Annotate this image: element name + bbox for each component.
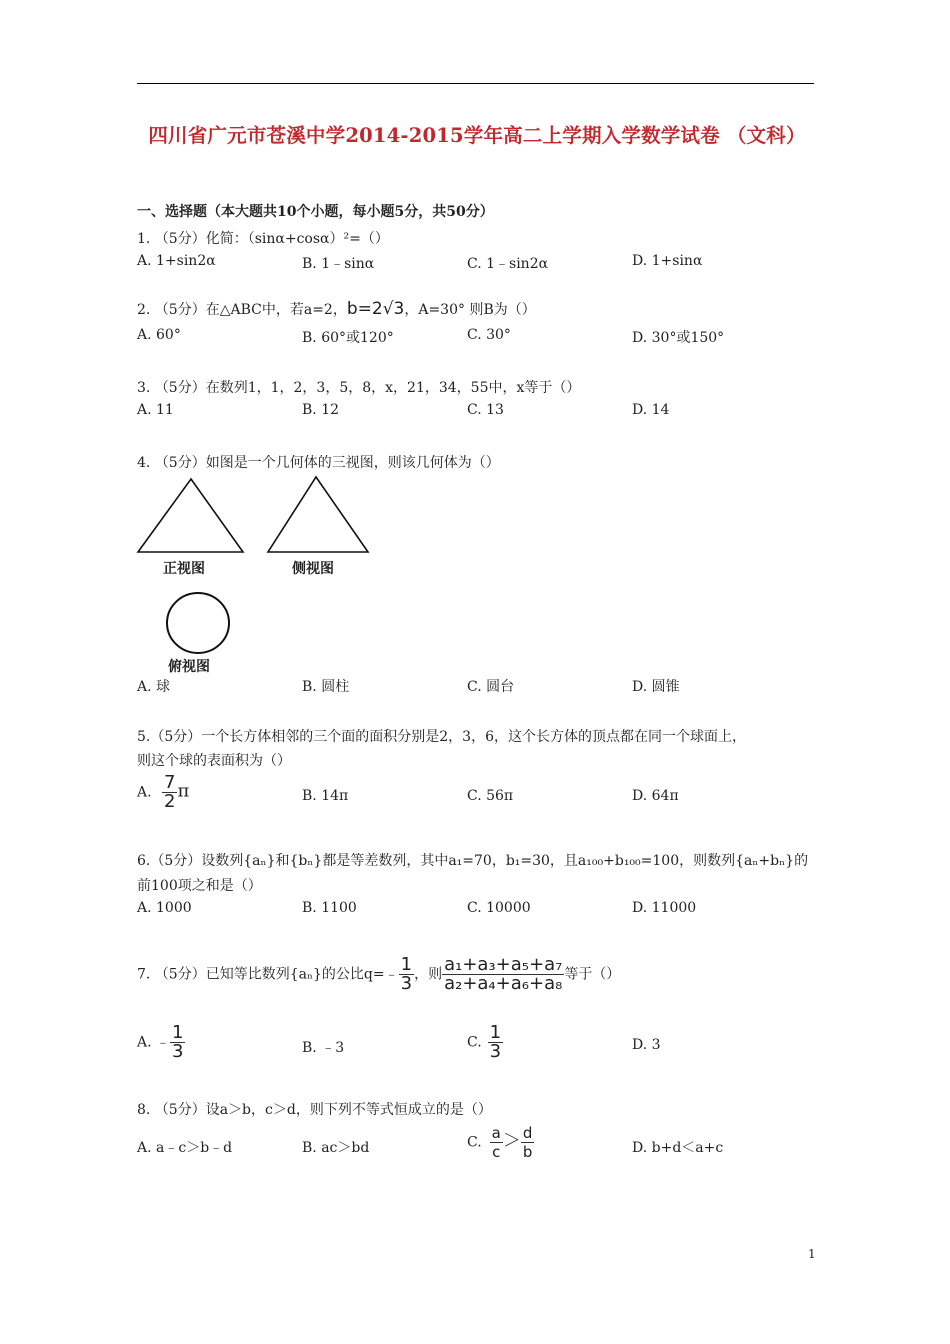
q6-option-b: B. 1100 — [302, 900, 357, 916]
q2-option-d: D. 30°或150° — [632, 330, 725, 346]
q5-option-b: B. 14π — [302, 788, 349, 804]
fraction-numerator: d — [522, 1124, 533, 1142]
front-view-triangle — [135, 476, 247, 556]
q6-option-a: A. 1000 — [137, 900, 192, 916]
question-3-stem: 3. （5分）在数列1，1，2，3，5，8，x，21，34，55中，x等于（） — [137, 380, 581, 396]
q4-option-d: D. 圆锥 — [632, 679, 680, 695]
q3-option-d: D. 14 — [632, 402, 670, 418]
q2-stem-post: ，A=30° 则B为（） — [404, 302, 536, 318]
question-8-stem: 8. （5分）设a＞b，c＞d，则下列不等式恒成立的是（） — [137, 1102, 492, 1118]
fraction-numerator: a — [491, 1124, 501, 1142]
fraction-denominator: b — [522, 1143, 533, 1161]
page-number: 1 — [808, 1247, 816, 1261]
q6-option-c: C. 10000 — [467, 900, 531, 916]
q2-option-b: B. 60°或120° — [302, 330, 394, 346]
q1-option-d: D. 1+sinα — [632, 253, 703, 269]
fraction-numerator: 1 — [400, 954, 413, 975]
q2-option-a: A. 60° — [137, 327, 181, 343]
q5-option-c: C. 56π — [467, 788, 514, 804]
q1-option-c: C. 1﹣sin2α — [467, 256, 549, 272]
q3-option-b: B. 12 — [302, 402, 340, 418]
q8-option-c — [467, 1124, 534, 1161]
fraction-numerator: 1 — [172, 1022, 184, 1043]
side-view-triangle — [265, 474, 371, 556]
q6-option-d: D. 11000 — [632, 900, 697, 916]
question-6-line-1: 6.（5分）设数列{aₙ}和{bₙ}都是等差数列，其中a₁=70，b₁=30，且a₁₀₀+b₁₀₀=100，则数列{aₙ+bₙ}的 — [137, 853, 809, 869]
q8-greater-sign: ＞ — [502, 1130, 521, 1152]
q7-sum-fraction — [442, 956, 564, 993]
q2-option-c: C. 30° — [467, 327, 511, 343]
fraction-denominator: c — [492, 1143, 501, 1161]
q1-option-a: A. 1+sin2α — [137, 253, 216, 269]
q8-option-a: A. a﹣c＞b﹣d — [137, 1140, 233, 1156]
question-5-line-1: 5.（5分）一个长方体相邻的三个面的面积分别是2，3，6，这个长方体的顶点都在同一个球面上， — [137, 729, 746, 745]
question-5-line-2: 则这个球的表面积为（） — [137, 753, 291, 769]
top-view-circle — [164, 590, 232, 656]
q7-option-a-label: A. ﹣ — [137, 1034, 171, 1051]
q8-left-fraction — [490, 1124, 503, 1161]
fraction-denominator: 3 — [489, 1041, 502, 1062]
fraction-denominator: a₂+a₄+a₆+a₈ — [444, 973, 563, 994]
q4-option-b: B. 圆柱 — [302, 679, 350, 695]
q5-option-a-pi: π — [177, 780, 190, 802]
top-view-label: 俯视图 — [168, 659, 210, 675]
q7-option-c-fraction — [488, 1024, 503, 1061]
question-2-stem — [137, 299, 536, 319]
fraction-numerator: 1 — [489, 1022, 502, 1043]
fraction-denominator: 2 — [164, 791, 176, 812]
q5-option-d: D. 64π — [632, 788, 679, 804]
q3-option-c: C. 13 — [467, 402, 504, 418]
q5-option-a-fraction — [162, 774, 177, 811]
side-view-label: 侧视图 — [292, 561, 334, 577]
section-heading: 一、选择题（本大题共10个小题，每小题5分，共50分） — [137, 204, 494, 220]
question-1-stem: 1. （5分）化简：（sinα+cosα）²=（） — [137, 231, 389, 247]
q8-option-d: D. b+d＜a+c — [632, 1140, 724, 1156]
q2-formula: b=2√3 — [346, 299, 405, 319]
q7-option-c — [467, 1024, 503, 1061]
q7-option-a — [137, 1024, 185, 1061]
q7-option-c-label: C. — [467, 1034, 482, 1051]
fraction-denominator: 3 — [172, 1041, 184, 1062]
header-rule — [137, 83, 814, 84]
question-4-stem: 4. （5分）如图是一个几何体的三视图，则该几何体为（） — [137, 455, 500, 471]
fraction-denominator: 3 — [400, 973, 413, 994]
front-view-label: 正视图 — [163, 561, 205, 577]
q4-option-a: A. 球 — [137, 679, 171, 695]
q4-option-c: C. 圆台 — [467, 679, 515, 695]
q2-stem-pre: 2. （5分）在△ABC中，若a=2， — [137, 302, 347, 318]
question-7-stem — [137, 956, 620, 993]
fraction-numerator: a₁+a₃+a₅+a₇ — [444, 954, 563, 975]
q7-option-a-fraction — [170, 1024, 185, 1061]
q8-option-b: B. ac＞bd — [302, 1140, 370, 1156]
q8-right-fraction — [521, 1124, 535, 1161]
page-title: 四川省广元市苍溪中学2014-2015学年高二上学期入学数学试卷 （文科） — [148, 124, 806, 147]
fraction-numerator: 7 — [164, 772, 176, 793]
q7-stem-post: 等于（） — [564, 966, 621, 983]
question-6-line-2: 前100项之和是（） — [137, 878, 262, 894]
q7-stem-mid: ，则 — [414, 966, 443, 983]
q5-option-a — [137, 774, 189, 811]
q1-option-b: B. 1﹣sinα — [302, 256, 375, 272]
q7-option-d: D. 3 — [632, 1037, 661, 1053]
q7-option-b: B. ﹣3 — [302, 1040, 345, 1056]
q5-option-a-label: A. — [137, 784, 152, 801]
q8-option-c-label: C. — [467, 1134, 482, 1151]
q3-option-a: A. 11 — [137, 402, 174, 418]
q7-stem-pre: 7. （5分）已知等比数列{aₙ}的公比q=﹣ — [137, 966, 399, 983]
q7-ratio-fraction — [399, 956, 414, 993]
